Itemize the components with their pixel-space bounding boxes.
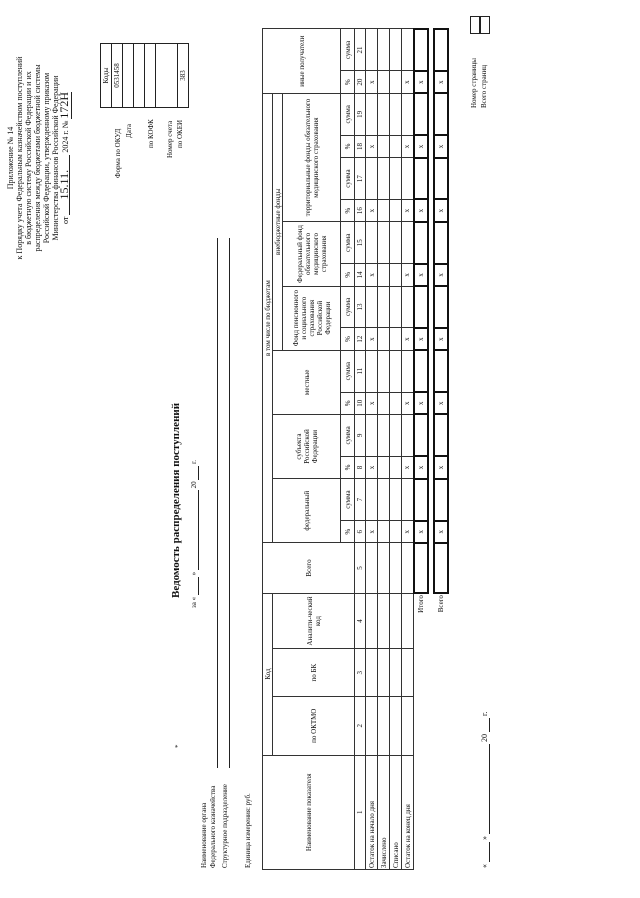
col-analytic-header: Аналити-ческий код xyxy=(273,593,355,649)
codes-header: Коды xyxy=(101,44,112,108)
col-pension-header: Фонд пенсионного и социального страхования Российской Федерации xyxy=(283,286,341,350)
document-title: Ведомость распределения поступлений xyxy=(170,402,182,598)
itogo-row: Итого х х х х х х х х xyxy=(414,29,428,870)
col-other-header: иные получатели xyxy=(263,29,341,93)
col-budgets-header: в том числе по бюджетам xyxy=(263,93,273,543)
col-bk-header: по БК xyxy=(273,649,355,696)
account-code-value xyxy=(145,44,156,108)
form-label: Форма по ОКУД xyxy=(114,128,122,178)
appendix-number: 172Н xyxy=(57,91,71,119)
col-extrabudget-header: внебюджетные фонды xyxy=(273,93,283,350)
appendix-date: 15.11. xyxy=(60,155,70,215)
okei-code-value: 383 xyxy=(178,44,189,108)
page-number-box xyxy=(470,16,480,34)
vsego-row: Всего х х х х х х х х xyxy=(434,29,448,870)
footer-date-line: « » 20 г. xyxy=(480,711,489,868)
table-row: Списано xyxy=(390,29,402,870)
total-pages-label: Всего страниц xyxy=(480,64,488,108)
okei-label: по ОКЕИ xyxy=(176,119,184,148)
column-numbers-row: 1 2 3 4 5 6 7 8 9 10 11 12 13 14 15 16 17 18 19 20 21 xyxy=(355,29,366,870)
codes-table xyxy=(100,43,189,108)
date-label: Дата xyxy=(125,124,133,138)
col-total-header: Всего xyxy=(263,543,355,593)
col-federal-header: федеральный xyxy=(273,479,341,543)
unit-label: Единица измерения: руб. xyxy=(244,793,252,868)
appendix-line: Российской Федерации, утвержденному приказом xyxy=(42,72,51,244)
appendix-date-line: от 15.11. 2024 г. № 172Н xyxy=(57,91,71,225)
col-fomc-header: Федеральный фонд обязательного медицинского страхования xyxy=(283,222,341,286)
col-code-header: Код xyxy=(263,593,273,755)
division-input-line xyxy=(228,238,230,768)
table-row: Остаток на конец дня х х х х х х х х xyxy=(402,29,414,870)
form-code-value: 0531458 xyxy=(112,44,123,108)
table-row: Зачислено xyxy=(378,29,390,870)
org-input-line xyxy=(216,238,218,768)
appendix-line: Министерства финансов Российской Федерации xyxy=(51,75,60,241)
col-local-header: местные xyxy=(273,350,341,414)
appendix-title: Приложение № 14 xyxy=(6,126,15,190)
kofk-code-value xyxy=(134,44,145,108)
org-label: Наименование органа xyxy=(200,802,208,868)
document-date-line: за « » 20 г. xyxy=(190,460,198,608)
division-label: Структурное подразделение xyxy=(221,784,229,868)
col-tfomc-header: территориальные фонды обязательного медицинского страхования xyxy=(283,93,341,222)
col-subject-header: субъекта Российской Федерации xyxy=(273,414,341,478)
page-number-label: Номер страницы xyxy=(470,57,478,108)
appendix-line: в бюджетную систему Российской Федерации и их xyxy=(24,71,33,245)
table-row: Остаток на начало дня х х х х х х х х xyxy=(366,29,378,870)
asterisk-mark: * xyxy=(174,744,182,748)
account-code-value-2 xyxy=(156,44,178,108)
appendix-block xyxy=(6,18,70,298)
appendix-line: к Порядку учета Федеральным казначейством поступлений xyxy=(15,56,24,260)
col-oktmo-header: по ОКТМО xyxy=(273,696,355,755)
total-pages-box xyxy=(480,16,490,34)
date-code-value xyxy=(123,44,134,108)
account-label: Номер счета xyxy=(166,120,174,158)
col-name-header: Наименование показателя xyxy=(263,755,355,869)
appendix-line: распределения между бюджетами бюджетной системы xyxy=(33,64,42,252)
distribution-table: Наименование показателя Код Всего в том числе по бюджетам иные получатели по ОКТМО по БК Аналити-ческий код федеральный субъекта Российской Федерации местные внебюджетные фонды Фонд пенсионного и социального страхования Российской Федерации Федеральный фонд обязательного медицинского страхования территориальные фонды обязательного медицинского страхования % сумма % сумма % сумма % сумма % сумма % сумма % сумма % сумма 1 2 3 4 5 6 7 8 9 10 11 12 13 14 15 16 17 18 19 20 21 Остаток на начало дня х х х х х х х х Зачислено Списано Остаток на конец дня х х х х х х х х Итого х х х х х х х х Всего х х х х х х х х xyxy=(262,28,449,870)
kofk-label: по КОФК xyxy=(147,119,155,148)
org-label-2: Федерального казначейства xyxy=(209,785,217,868)
